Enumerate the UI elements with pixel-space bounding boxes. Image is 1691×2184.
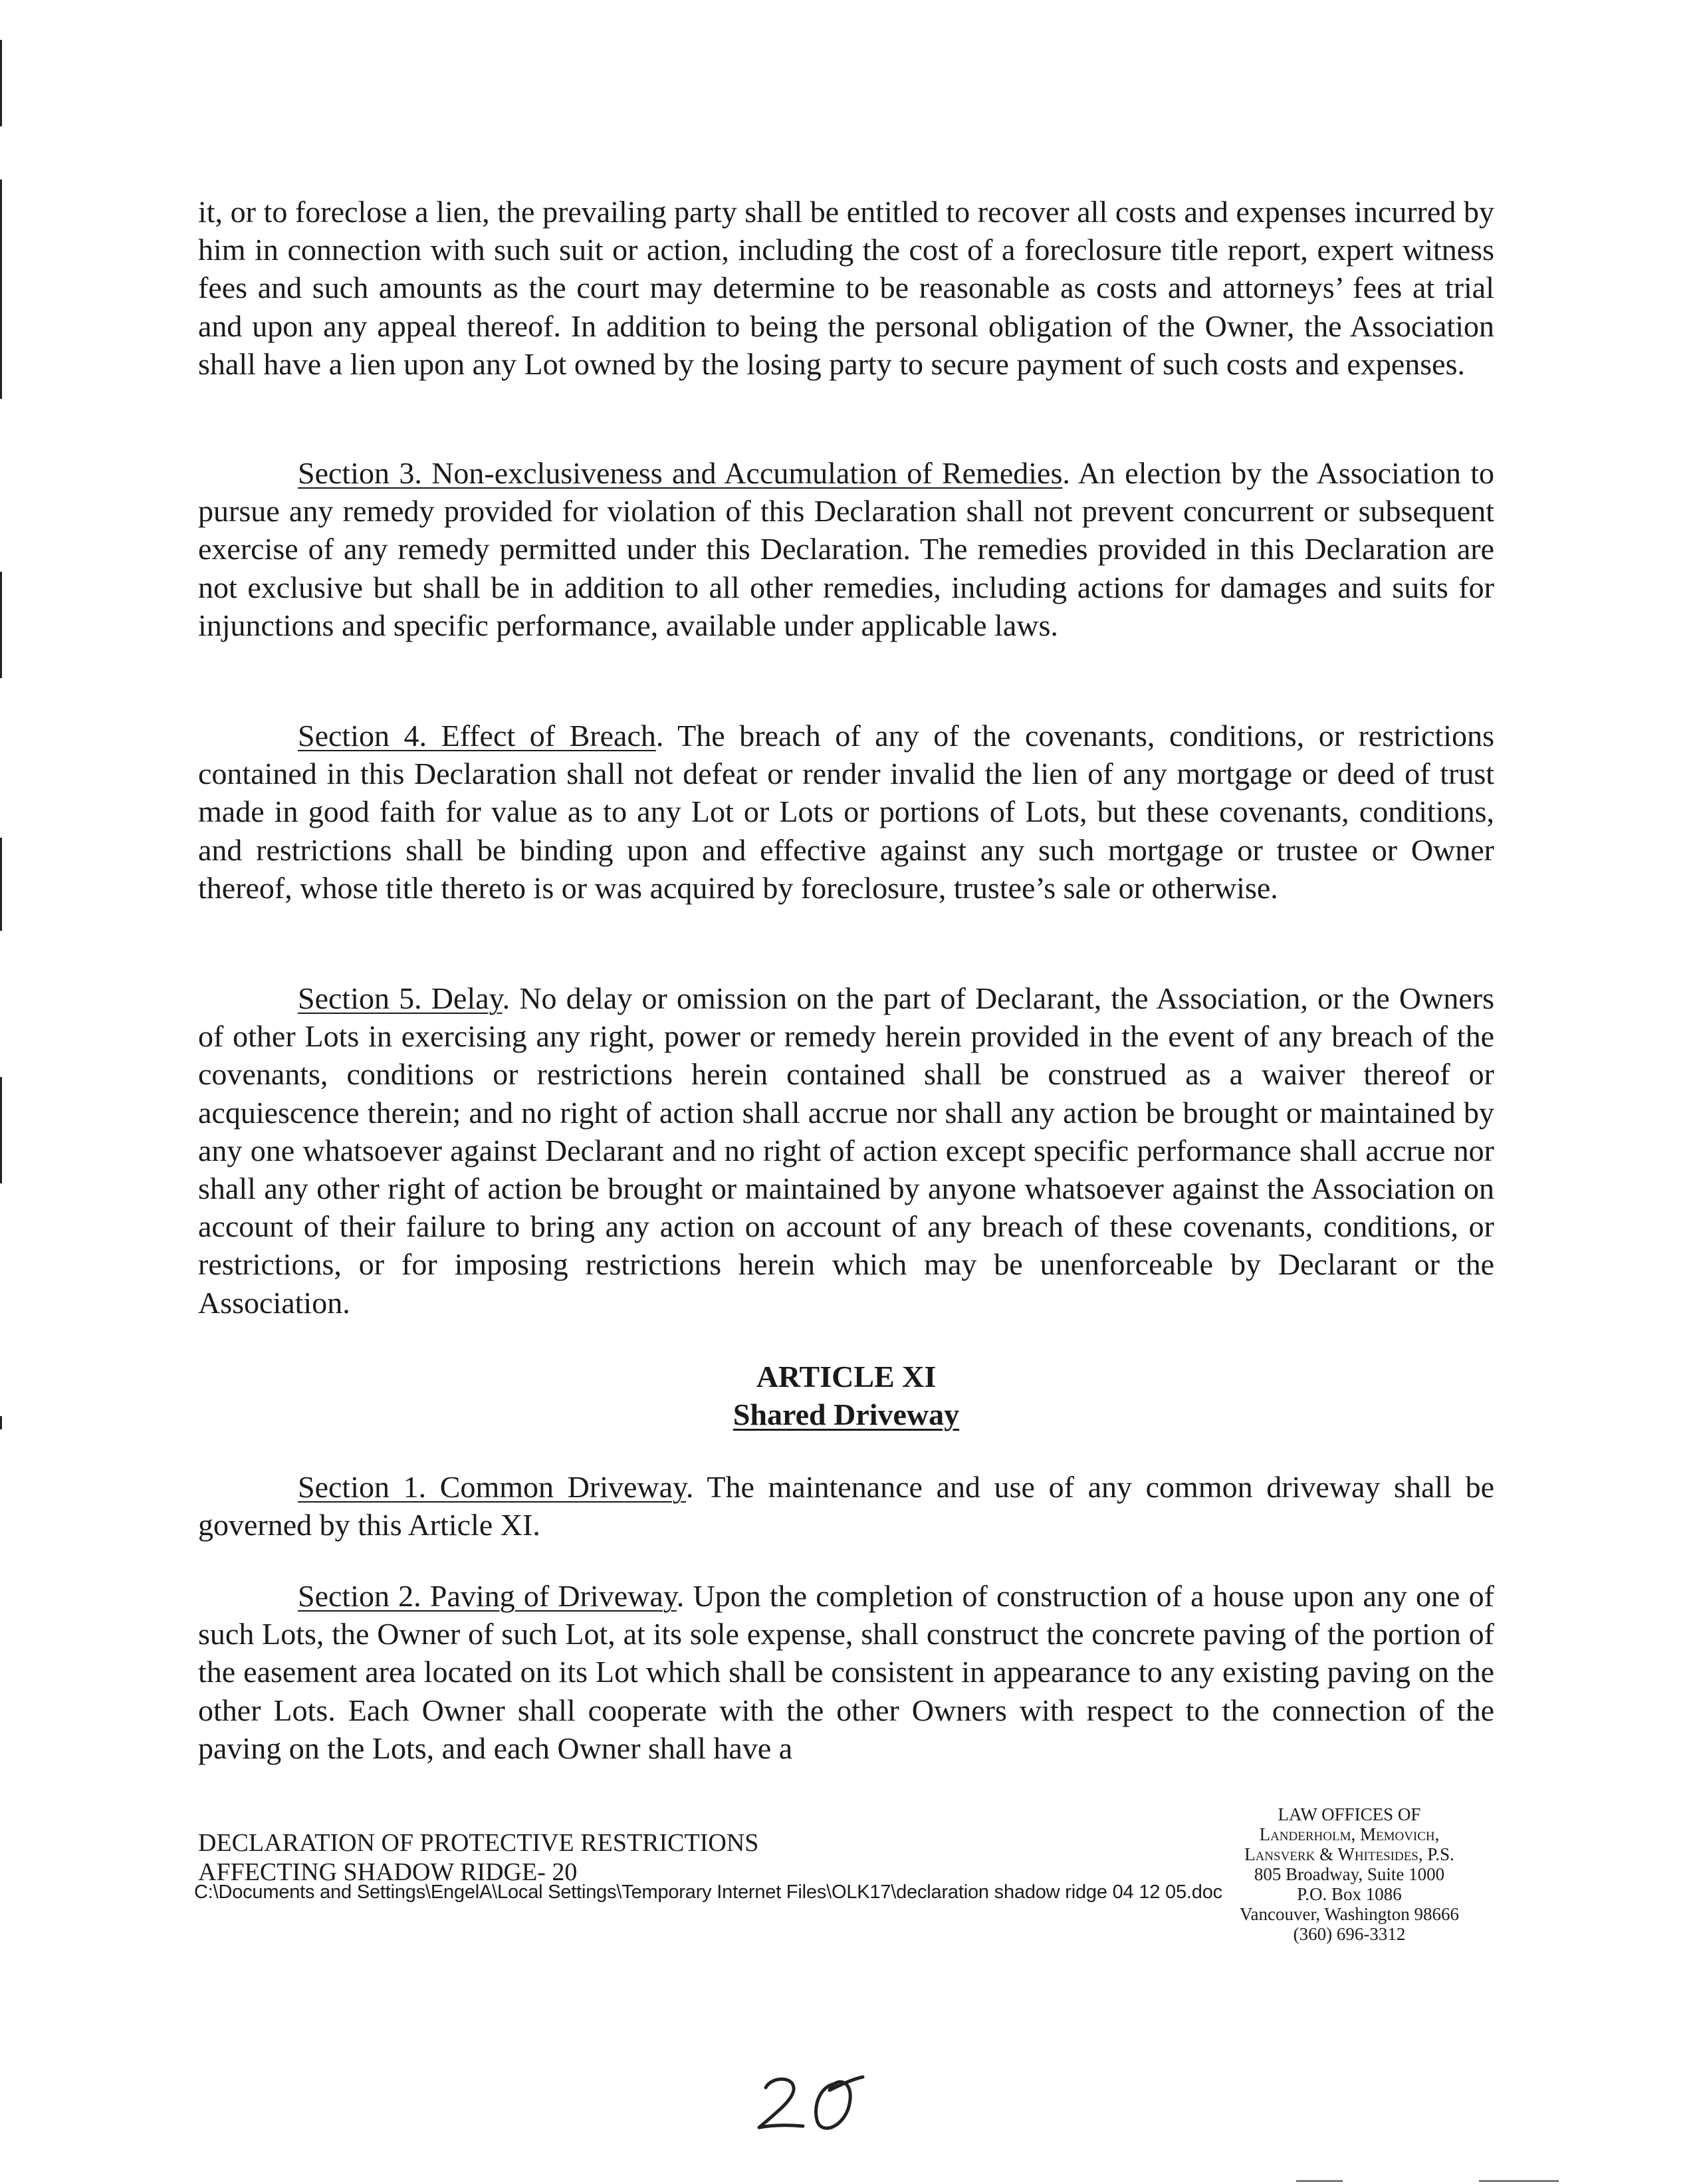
handwritten-page-number-drawing [751, 2068, 871, 2141]
paragraph-text: it, or to foreclose a lien, the prevailing party shall be entitled to recover all costs and expenses incurred by him in connection with such suit or action, including the cost of a foreclosure title report, expert witness fees and such amounts as the court may determine to be reasonable as costs and attorneys’ fees at trial and upon any appeal thereof. In addition to being the personal obligation of the Owner, the Association shall have a lien upon any Lot owned by the losing party to secure payment of such costs and expenses. [198, 195, 1494, 381]
article-11-section-1-body: . The maintenance and use of any common driveway shall be governed by this Article XI. [198, 1470, 1494, 1542]
scan-edge-mark [0, 838, 2, 931]
firm-line-3: Lansverk & Whitesides, P.S. [1244, 1844, 1454, 1864]
scan-edge-mark [0, 572, 2, 678]
section-4-body: . The breach of any of the covenants, conditions, or restrictions contained in this Declaration shall not defeat or render invalid the lien of any mortgage or deed of trust made in good faith for value as to any Lot or Lots or portions of Lots, but these covenants, conditions, and restrictions shall be binding upon and effective against any such mortgage or trustee or Owner thereof, whose title thereto is or was acquired by foreclosure, trustee’s sale or otherwise. [198, 719, 1494, 905]
article-heading [198, 1358, 1494, 1433]
section-4-text [198, 717, 1494, 907]
footer-law-office-block [1196, 1804, 1502, 1944]
firm-line-5: P.O. Box 1086 [1297, 1884, 1402, 1904]
paragraph-costs-and-expenses [198, 193, 1494, 383]
scan-edge-mark [0, 40, 2, 126]
footer-file-path: C:\Documents and Settings\EngelA\Local Settings\Temporary Internet Files\OLK17\declaration shadow ridge 04 12 05.doc [194, 1881, 1222, 1903]
section-3-text [198, 454, 1494, 644]
article-subtitle: Shared Driveway [733, 1397, 960, 1431]
article-11-section-1-text [198, 1468, 1494, 1544]
footer-title-line-1: DECLARATION OF PROTECTIVE RESTRICTIONS [198, 1829, 759, 1857]
section-4-heading: Section 4. Effect of Breach [298, 719, 656, 753]
section-3-paragraph [198, 454, 1494, 644]
firm-line-4: 805 Broadway, Suite 1000 [1254, 1864, 1445, 1884]
section-3-heading: Section 3. Non-exclusiveness and Accumulation of Remedies [298, 456, 1063, 490]
firm-line-7: (360) 696-3312 [1293, 1924, 1406, 1944]
firm-line-6: Vancouver, Washington 98666 [1240, 1904, 1459, 1924]
section-5-text [198, 979, 1494, 1322]
article-11-section-2-body: . Upon the completion of construction of a house upon any one of such Lots, the Owner of such Lot, at its sole expense, shall construct the concrete paving of the portion of the easement area located on its Lot which shall be consistent in appearance to any existing paving on the other Lots. Each Owner shall cooperate with the other Owners with respect to the connection of the paving on the Lots, and each Owner shall have a [198, 1579, 1494, 1765]
article-11-section-1-paragraph [198, 1468, 1494, 1544]
section-3-body: . An election by the Association to pursue any remedy provided for violation of this Declaration shall not prevent concurrent or subsequent exercise of any remedy permitted under this Declaration. The remedies provided in this Declaration are not exclusive but shall be in addition to all other remedies, including actions for damages and suits for injunctions and specific performance, available under applicable laws. [198, 456, 1494, 642]
section-5-paragraph [198, 979, 1494, 1322]
article-title: ARTICLE XI [756, 1360, 937, 1394]
article-11-section-1-heading: Section 1. Common Driveway [298, 1470, 687, 1504]
scan-edge-mark [0, 1416, 2, 1429]
scan-edge-mark [0, 180, 2, 399]
article-11-section-2-paragraph [198, 1577, 1494, 1767]
scan-bottom-mark [1296, 2180, 1343, 2182]
firm-line-2: Landerholm, Memovich, [1259, 1824, 1440, 1844]
firm-line-1: LAW OFFICES OF [1278, 1804, 1421, 1824]
handwritten-page-number [751, 2068, 871, 2144]
section-4-paragraph [198, 717, 1494, 907]
scan-edge-mark [0, 1077, 2, 1183]
footer-document-title [198, 1828, 758, 1887]
section-5-body: . No delay or omission on the part of Declarant, the Association, or the Owners of other Lots in exercising any right, power or remedy herein provided in the event of any breach of the covenants, conditions or restrictions herein contained shall be construed as a waiver thereof or acquiescence therein; and no right of action shall accrue nor shall any action be brought or maintained by any one whatsoever against Declarant and no right of action except specific performance shall accrue nor shall any other right of action be brought or maintained by anyone whatsoever against the Association on account of their failure to bring any action on account of any breach of these covenants, conditions, or restrictions, or for imposing restrictions herein which may be unenforceable by Declarant or the Association. [198, 981, 1494, 1320]
section-5-heading: Section 5. Delay [298, 981, 503, 1015]
article-11-section-2-heading: Section 2. Paving of Driveway [298, 1579, 677, 1613]
article-11-section-2-text [198, 1577, 1494, 1767]
footer-title-line-2: AFFECTING SHADOW RIDGE- 20 [198, 1858, 578, 1886]
scan-bottom-mark [1479, 2180, 1559, 2182]
